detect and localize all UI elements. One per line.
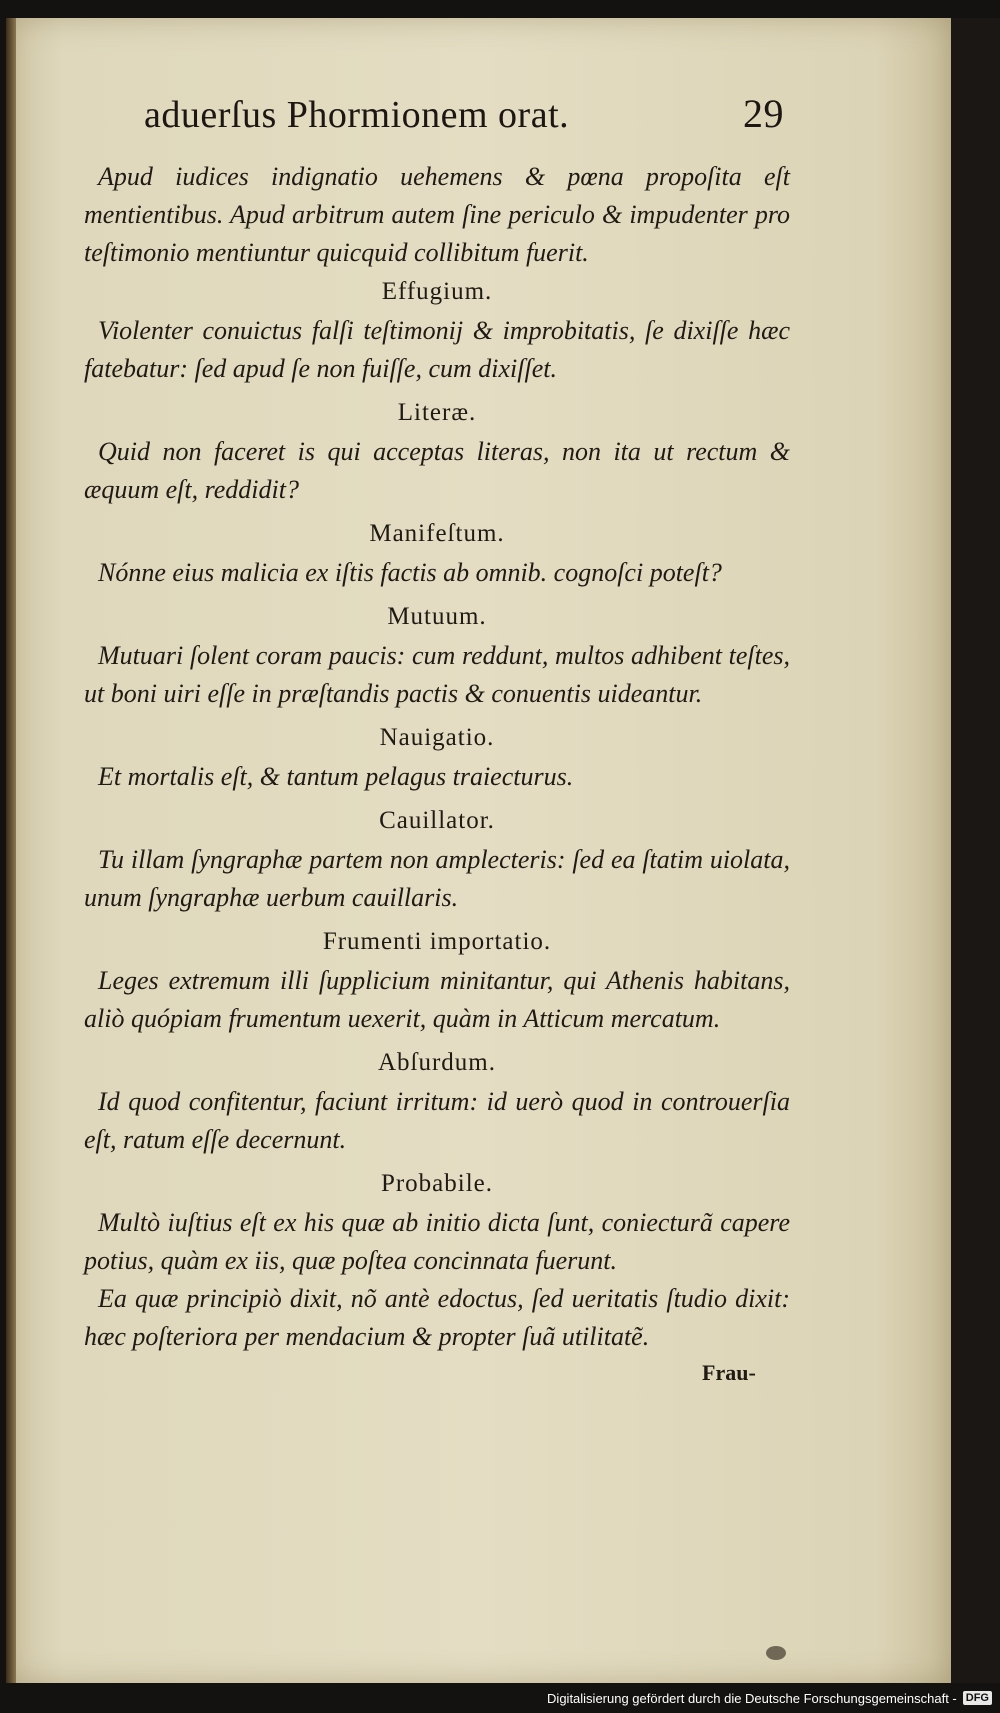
paragraph: Apud iudices indignatio uehemens & pœna propoſita eſt mentientibus. Apud arbitrum autem ſine periculo & impudenter pro teſtimonio mentiuntur quicquid collibitum fuerit. xyxy=(84,162,790,267)
catchword: Frau- xyxy=(702,1360,756,1385)
page-number: 29 xyxy=(743,91,784,136)
section-heading: Abſurdum. xyxy=(377,1049,497,1076)
running-header xyxy=(144,90,784,137)
paragraph: Mutuari ſolent coram paucis: cum reddunt, multos adhibent teſtes, ut boni uiri eſſe in præſtandis pactis & conuentis uideantur. xyxy=(84,641,790,708)
paragraph: Multò iuſtius eſt ex his quæ ab initio dicta ſunt, coniecturã capere potius, quàm ex iis, quæ poſtea concinnata fuerunt. xyxy=(84,1208,790,1275)
section-heading: Probabile. xyxy=(380,1170,494,1197)
body-text xyxy=(84,158,790,1356)
paragraph: Quid non faceret is qui acceptas literas, non ita ut rectum & æquum eſt, reddidit? xyxy=(84,437,790,504)
section-heading: Nauigatio. xyxy=(379,724,495,751)
paragraph: Leges extremum illi ſupplicium minitantur, qui Athenis habitans, aliò quópiam frumentum uexerit, quàm in Atticum mercatum. xyxy=(84,966,790,1033)
scan-background-edge xyxy=(951,18,1000,1683)
funding-credit: Digitalisierung gefördert durch die Deutsche Forschungsgemeinschaft - xyxy=(547,1690,957,1706)
ink-stain xyxy=(766,1646,786,1660)
paragraph: Ea quæ principiò dixit, nõ antè edoctus, ſed ueritatis ſtudio dixit: hæc poſteriora per mendacium & propter ſuã utilitatẽ. xyxy=(84,1284,790,1351)
paragraph: Et mortalis eſt, & tantum pelagus traiecturus. xyxy=(98,762,574,791)
page-spine-shadow xyxy=(6,18,16,1683)
book-page xyxy=(6,18,951,1683)
digitization-footer xyxy=(0,1683,1000,1713)
dfg-logo-icon: DFG xyxy=(963,1691,992,1705)
paragraph: Tu illam ſyngraphæ partem non amplecteris: ſed ea ſtatim uiolata, unum ſyngraphæ uerbum cauillaris. xyxy=(84,845,790,912)
section-heading: Manifeſtum. xyxy=(369,520,505,547)
paragraph: Violenter conuictus falſi teſtimonij & improbitatis, ſe dixiſſe hæc fatebatur: ſed apud ſe non fuiſſe, cum dixiſſet. xyxy=(84,316,790,383)
section-heading: Frumenti importatio. xyxy=(322,928,552,955)
section-heading: Cauillator. xyxy=(379,807,495,834)
running-head-title: aduerſus Phormionem orat. xyxy=(144,94,570,136)
section-heading: Mutuum. xyxy=(387,603,487,630)
paragraph: Nónne eius malicia ex iſtis factis ab omnib. cognoſci poteſt? xyxy=(98,558,722,587)
section-heading: Effugium. xyxy=(381,278,493,305)
section-heading: Literæ. xyxy=(397,399,477,426)
paragraph: Id quod confitentur, faciunt irritum: id uerò quod in controuerſia eſt, ratum eſſe decernunt. xyxy=(84,1087,790,1154)
